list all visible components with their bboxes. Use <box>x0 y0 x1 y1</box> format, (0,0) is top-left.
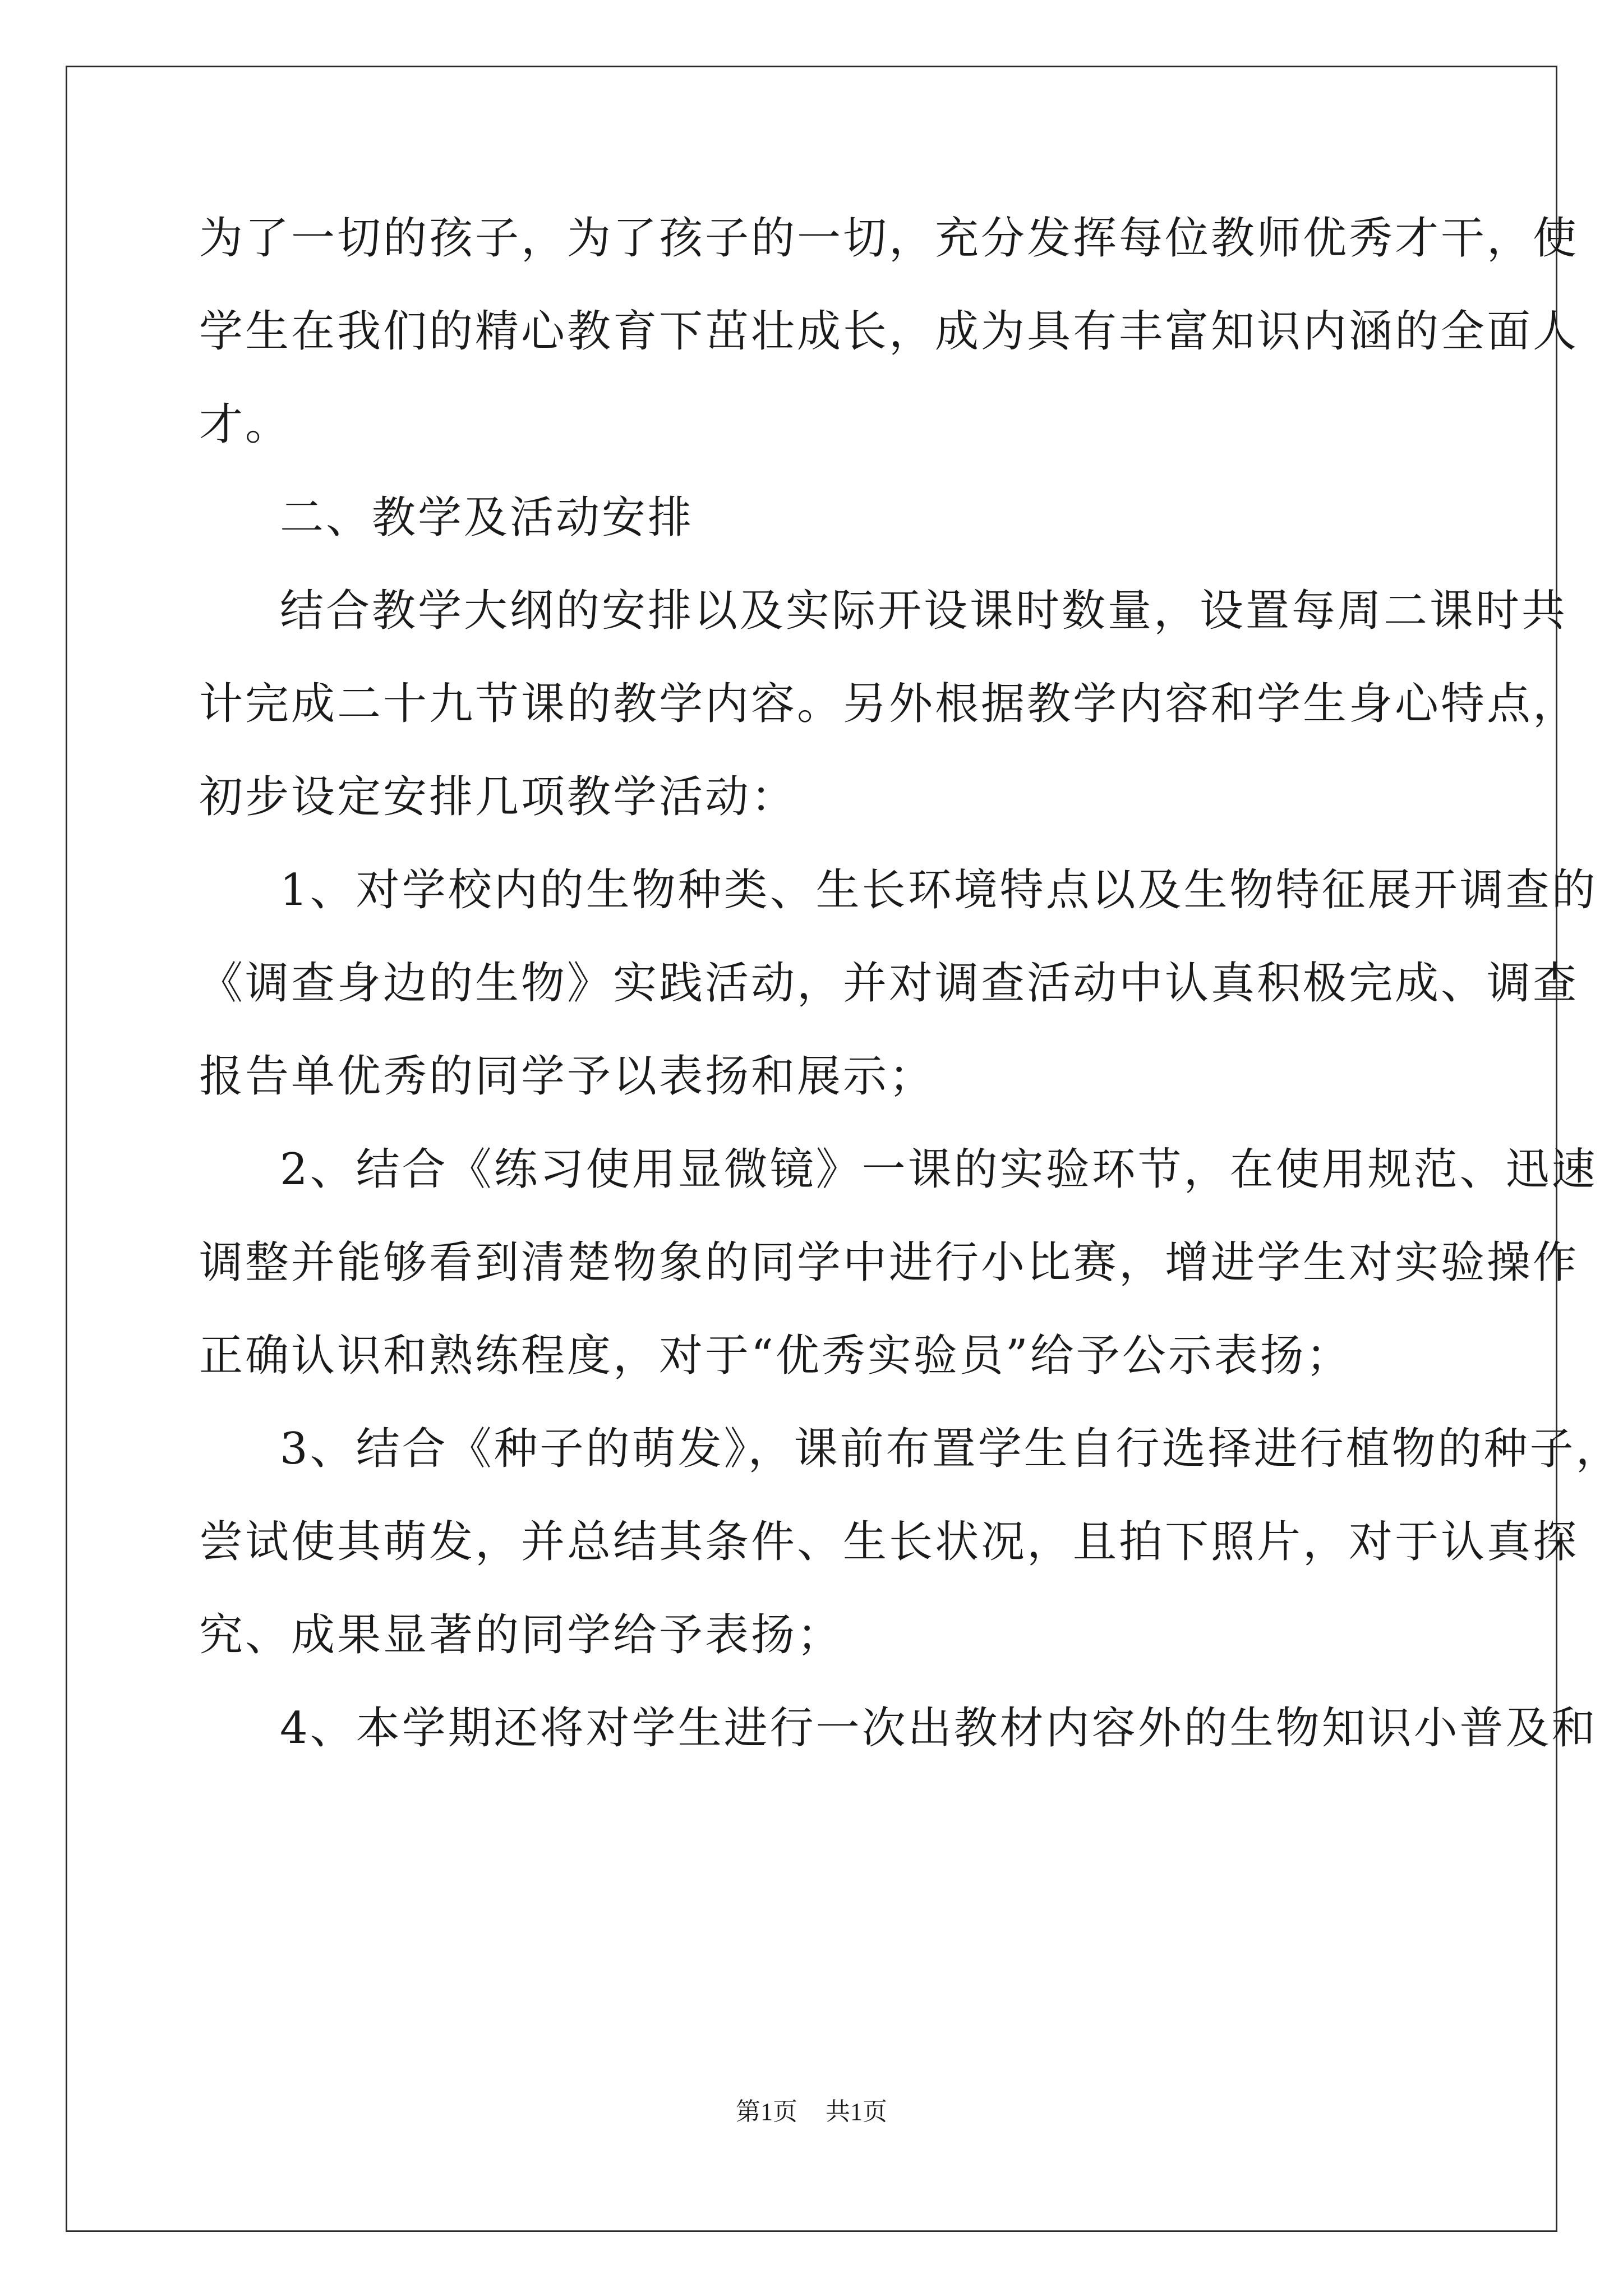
list-item-line: 正确认识和熟练程度，对于“优秀实验员”给予公示表扬； <box>199 1331 1352 1381</box>
list-item-line: 2、结合《练习使用显微镜》一课的实验环节，在使用规范、迅速 <box>280 1144 1598 1195</box>
list-item-line: 3、结合《种子的萌发》，课前布置学生自行选择进行植物的种子， <box>280 1424 1622 1474</box>
list-item-line: 报告单优秀的同学予以表扬和展示； <box>199 1051 935 1102</box>
page-number-total: 共1页 <box>826 2098 887 2125</box>
paragraph-line: 学生在我们的精心教育下茁壮成长，成为具有丰富知识内涵的全面人 <box>199 306 1579 357</box>
section-heading: 二、教学及活动安排 <box>280 493 694 543</box>
list-item-line: 调整并能够看到清楚物象的同学中进行小比赛，增进学生对实验操作 <box>199 1237 1579 1288</box>
list-item-line: 4、本学期还将对学生进行一次出教材内容外的生物知识小普及和 <box>280 1703 1598 1754</box>
page-footer <box>0 2091 1623 2127</box>
paragraph-line: 计完成二十九节课的教学内容。另外根据教学内容和学生身心特点， <box>199 679 1579 729</box>
list-item-line: 究、成果显著的同学给予表扬； <box>199 1610 843 1660</box>
list-item-line: 1、对学校内的生物种类、生长环境特点以及生物特征展开调查的 <box>280 865 1598 915</box>
paragraph-line: 为了一切的孩子，为了孩子的一切，充分发挥每位教师优秀才干，使 <box>199 213 1579 264</box>
page-number-current: 第1页 <box>736 2098 797 2125</box>
list-item-line: 尝试使其萌发，并总结其条件、生长状况，且拍下照片，对于认真探 <box>199 1517 1579 1567</box>
list-item-line: 《调查身边的生物》实践活动，并对调查活动中认真积极完成、调查 <box>199 958 1579 1009</box>
paragraph-line: 才。 <box>199 399 292 450</box>
paragraph-line: 初步设定安排几项教学活动： <box>199 772 797 822</box>
paragraph-line: 结合教学大纲的安排以及实际开设课时数量，设置每周二课时共 <box>280 586 1568 636</box>
